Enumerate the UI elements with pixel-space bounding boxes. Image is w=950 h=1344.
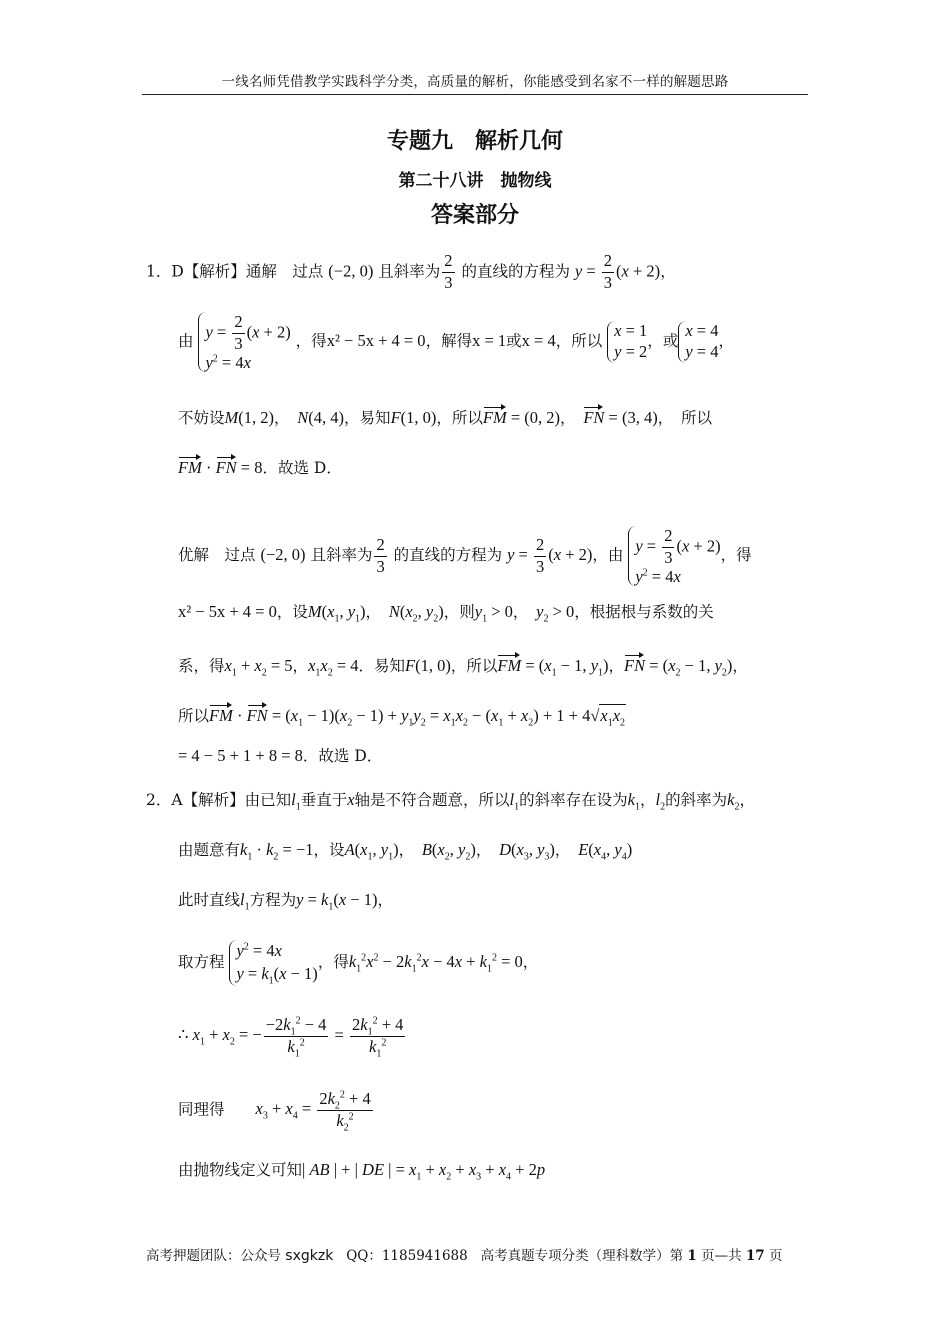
q1-line-text: 的直线的方程为 xyxy=(393,546,503,564)
page-header: 一线名师凭借教学实践科学分类，高质量的解析，你能感受到名家不一样的解题思路 xyxy=(221,74,729,90)
q2-line-1: 2．A【解析】由已知$l_1$垂直于x轴是不符合题意，所以$l_1$的斜率存在设为$k_1$，$l_2$的斜率为$k_2$， xyxy=(146,790,755,813)
q1-lead: 通解 过点 xyxy=(245,262,324,281)
q1-by: 由 xyxy=(178,332,194,350)
q2-take: 取方程 xyxy=(178,953,225,971)
frac-den: 3 xyxy=(664,547,673,567)
footer-page-number: 1 xyxy=(687,1248,697,1264)
q2-given: 由题意有 xyxy=(178,841,241,859)
footer-category: 高考真题专项分类（理科数学）第 xyxy=(480,1248,684,1264)
q1-x4: x = 4 xyxy=(521,331,556,350)
q1-or2: ，或 xyxy=(647,332,679,350)
footer-end: 页 xyxy=(769,1248,783,1264)
q2-line-4: 取方程 $y^2 = 4x$ $y = k_1(x - 1)$ ，得$k_1^2x^2 - 2k_1^2x - 4x + k_1^2 = 0$， xyxy=(178,941,539,987)
frac-den: 3 xyxy=(535,556,545,576)
fraction xyxy=(602,252,614,293)
q1-or: 或 xyxy=(506,332,522,350)
answer-section-title: 答案部分 xyxy=(430,203,519,228)
q1-vieta: ，根据根与系数的关 xyxy=(574,603,714,621)
q2-t2: 垂直于 xyxy=(300,791,348,809)
footer-team: 高考押题团队：公众号 xyxy=(146,1248,281,1264)
q1-alt-quadratic: x² − 5x + 4 = 0 xyxy=(178,602,277,621)
q2-number: 2．A xyxy=(146,791,183,809)
lecture-title: 第二十八讲 抛物线 xyxy=(398,171,552,191)
q2-def: 由抛物线定义可知 xyxy=(178,1161,303,1179)
frac-den: 3 xyxy=(234,333,243,353)
q1-line-2: 由 y = $\frac{2}{3}$ (x + 2) $y^2 = 4x$ ，得x² − 5x + 4 = 0，解得x = 1或x = 4，所以 x = 1 y = 2 ，或 x = 4 y = 4 ， xyxy=(178,311,734,372)
q1-quadratic: x² − 5x + 4 = 0 xyxy=(326,331,426,350)
q2-line-eq-lead: 此时直线 xyxy=(178,891,241,909)
equation-system: y = $\frac{2}{3}$ (x + 2) $y^2 = 4x$ xyxy=(198,312,290,372)
footer-mid: 页—共 xyxy=(701,1248,742,1264)
q1-then: ，则 xyxy=(443,603,475,621)
q1-slope-text: 且斜率为 xyxy=(310,546,373,564)
fraction xyxy=(374,536,386,577)
q1-alt-line-1: 优解 过点 (−2, 0) 且斜率为 $\frac{2}{3}$ 的直线的方程为 y = $\frac{2}{3}$ (x + 2)，由 y = $\frac{2}{3}$ (x + 2) $y^2 = 4x$ ，得 xyxy=(178,525,752,586)
q2-t4: 的斜率存在设为 xyxy=(519,791,628,809)
q1-alt-line-3: 系，得$x_1 + x_2 = 5$，$x_1x_2 = 4$．易知F(1, 0)，所以FM = ($x_1 - 1$, $y_1$)，FN = ($x_2 - 1$, $y_2$)， xyxy=(178,656,748,679)
frac-num: 2 xyxy=(602,252,614,273)
q2-same: 同理得 xyxy=(178,1100,225,1119)
footer-total-pages: 17 xyxy=(745,1248,765,1264)
q2-t1: 由已知 xyxy=(244,791,292,809)
q1-point: (−2, 0) xyxy=(328,261,374,281)
frac-den: 3 xyxy=(603,272,613,292)
frac-num: 2 xyxy=(374,536,386,557)
q1-final: = 4 − 5 + 1 + 8 = 8 xyxy=(178,746,303,765)
q2-t5: 的斜率为 xyxy=(665,791,728,809)
q2-analysis-tag: 【解析】 xyxy=(182,791,245,809)
q1-so3: ，所以 xyxy=(450,657,498,675)
frac-num: 2 xyxy=(662,527,674,548)
q1-line-1: 1．D【解析】通解 过点 (−2, 0) 且斜率为 $\frac{2}{3}$ 的直线的方程为 y = $\frac{2}{3}$ (x + 2)， xyxy=(146,251,676,292)
q1-line-3: 不妨设M(1, 2)， N(4, 4)，易知F(1, 0)，所以FM = (0, 2)， FN = (3, 4)， 所以 xyxy=(178,408,712,427)
frac-den: 3 xyxy=(376,556,385,576)
frac-num: 2 xyxy=(232,313,244,334)
comma: ， xyxy=(660,262,676,281)
frac-num: 2 xyxy=(534,536,546,557)
fraction xyxy=(534,536,546,577)
page-footer xyxy=(146,1244,783,1264)
q1-choose2: ．故选 D． xyxy=(302,747,383,765)
q1-number: 1．D xyxy=(146,262,184,281)
q1-easy2: ．易知 xyxy=(358,657,406,675)
q1-x1: x = 1 xyxy=(472,331,507,350)
q2-get: ，得 xyxy=(317,953,349,971)
q1-alt-get: ，得 xyxy=(720,546,752,564)
q2-line-3: 此时直线$l_1$方程为$y = k_1(x - 1)$， xyxy=(178,890,393,913)
frac-den: 3 xyxy=(444,272,453,292)
footer-account: sxgkzk xyxy=(285,1248,334,1264)
q1-get: ，得 xyxy=(295,332,327,350)
topic-title: 专题九 解析几何 xyxy=(386,129,563,154)
q1-so2: ，所以 xyxy=(436,409,483,427)
q1-rel: 系，得 xyxy=(178,657,225,675)
q1-alt-lead: 优解 过点 xyxy=(178,546,256,564)
q2-line-6: 同理得 $x_3 + x_4$ = $\frac{2k_2^2 + 4}{k_2^2}$ xyxy=(178,1089,371,1134)
q2-set: ，设 xyxy=(313,841,345,859)
q1-choose: ．故选 D． xyxy=(262,459,342,477)
q1-alt-line-4: 所以FM · FN = $(x_1 - 1)(x_2 - 1) + y_1y_2 = x_1x_2 - (x_1 + x_2) + 1 + 4√x_1x_2$ xyxy=(178,706,626,729)
q1-alt-point: (−2, 0) xyxy=(260,545,306,564)
q1-set: ，设 xyxy=(276,603,308,621)
footer-qq: QQ：1185941688 xyxy=(346,1248,468,1264)
q1-so: ，所以 xyxy=(555,332,603,350)
q1-so4: 所以 xyxy=(178,707,210,725)
q1-line-text: 的直线的方程为 xyxy=(461,262,570,281)
q2-line-2: 由题意有$k_1 \cdot k_2 = -1$，设$A(x_1$, $y_1$)， $B(x_2$, $y_2$)， $D(x_3$, $y_3$)， $E(x_4$, $y_4$) xyxy=(178,840,633,863)
frac-num: 2 xyxy=(442,252,454,273)
fraction xyxy=(442,252,454,293)
q1-alt-line-5 xyxy=(178,748,382,765)
q2-line-5: ∴ $x_1 + x_2$ = − $\frac{-2k_1^2 - 4}{k_1^2}$ = $\frac{2k_1^2 + 4}{k_1^2}$ xyxy=(178,1015,404,1060)
q1-assume: 不妨设 xyxy=(178,409,225,427)
q1-line-4: FM · FN = 8．故选 D． xyxy=(178,458,342,477)
q1-slope-text: 且斜率为 xyxy=(378,262,441,281)
q2-line-eq-mid: 方程为 xyxy=(249,891,297,909)
q1-easy: ，易知 xyxy=(344,409,391,427)
q2-t3: 轴是不符合题意，所以 xyxy=(354,791,510,809)
q2-line-7: 由抛物线定义可知| AB | + | DE | = $x_1 + x_2 + x_3 + x_4 + 2p$ xyxy=(178,1160,546,1183)
header-rule xyxy=(142,94,808,95)
q1-alt-line-2: x² − 5x + 4 = 0，设$M(x_1$, $y_1$)， $N(x_2$, $y_2$)，则$y_1 > 0$， $y_2 > 0$，根据根与系数的关 xyxy=(178,602,714,625)
q1-solve: ，解得 xyxy=(425,332,473,350)
q1-analysis-tag: 【解析】 xyxy=(183,262,246,281)
